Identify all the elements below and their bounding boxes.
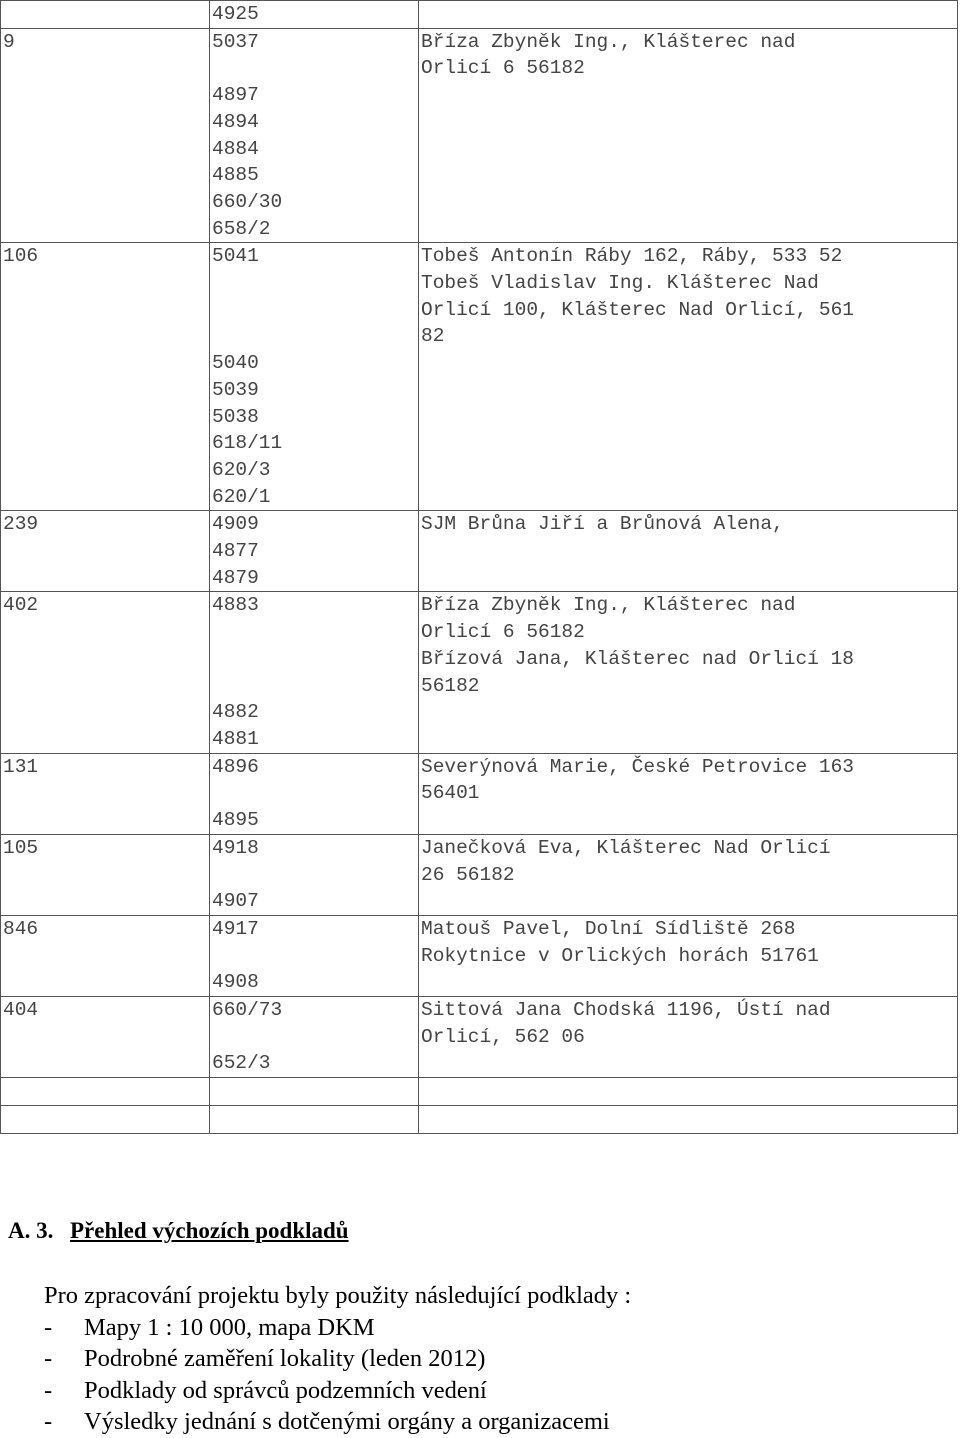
list-dash: - [44,1313,53,1341]
owner-cell: Břízová Jana, Klášterec nad Orlicí 18 [419,646,958,673]
list-item-text: Podklady od správců podzemních vedení [84,1376,487,1404]
owner-cell [419,404,958,431]
owner-number-cell [1,404,210,431]
owner-number-cell [1,109,210,136]
parcel-cell: 4907 [210,888,419,915]
owner-cell: Orlicí 6 56182 [419,55,958,82]
owner-cell: Orlicí 100, Klášterec Nad Orlicí, 561 [419,297,958,324]
table-row [1,297,958,324]
owner-cell: Sittová Jana Chodská 1196, Ústí nad [419,997,958,1024]
owner-number-cell [1,699,210,726]
owner-number-cell [1,350,210,377]
parcel-cell: 652/3 [210,1050,419,1077]
parcel-cell: 4881 [210,726,419,753]
owner-cell: Tobeš Antonín Ráby 162, Ráby, 533 52 [419,243,958,270]
table-row [1,646,958,673]
owner-number-cell [1,565,210,592]
table-row [1,592,958,619]
table-row [1,673,958,700]
table-row [1,1024,958,1051]
owner-number-cell [1,430,210,457]
owner-cell [419,699,958,726]
owner-cell [419,538,958,565]
parcel-cell: 620/1 [210,484,419,511]
owner-number-cell: 131 [1,753,210,780]
parcel-cell: 4925 [210,1,419,29]
table-row [1,162,958,189]
owner-number-cell [1,619,210,646]
list-dash: - [44,1376,53,1404]
table-row [1,538,958,565]
list-item-text: Mapy 1 : 10 000, mapa DKM [84,1313,375,1341]
owner-cell [419,377,958,404]
owner-number-cell: 106 [1,243,210,270]
parcel-cell: 5039 [210,377,419,404]
table-row [1,753,958,780]
owner-number-cell [1,270,210,297]
table-row-blank [1,1078,958,1106]
list-item [44,1406,631,1438]
owner-cell: Bříza Zbyněk Ing., Klášterec nad [419,592,958,619]
list-dash: - [44,1345,53,1372]
owner-cell [419,969,958,996]
owner-number-cell [1,162,210,189]
parcel-cell: 658/2 [210,216,419,243]
owner-cell [419,1,958,29]
owner-number-cell: 105 [1,834,210,861]
parcel-cell [210,780,419,807]
table-row [1,834,958,861]
table-row [1,430,958,457]
owner-cell [419,82,958,109]
sources-paragraph [44,1280,631,1438]
owner-number-cell [1,377,210,404]
owner-cell: Rokytnice v Orlických horách 51761 [419,943,958,970]
table-row [1,780,958,807]
owner-number-cell [1,216,210,243]
table-row [1,888,958,915]
owner-cell [419,109,958,136]
owner-number-cell [1,969,210,996]
owner-number-cell [1,726,210,753]
owner-number-cell [1,673,210,700]
table-row [1,969,958,996]
owner-number-cell: 402 [1,592,210,619]
table-row [1,216,958,243]
owner-number-cell [1,82,210,109]
owner-number-cell [1,1,210,29]
table-row [1,109,958,136]
owner-number-cell [1,1024,210,1051]
owner-cell: 26 56182 [419,862,958,889]
owner-number-cell [1,1050,210,1077]
table-row [1,862,958,889]
table-row [1,619,958,646]
owner-cell: 56401 [419,780,958,807]
owner-number-cell: 239 [1,511,210,538]
table-row [1,565,958,592]
owner-number-cell: 846 [1,915,210,942]
sources-list [44,1312,631,1438]
table-row [1,726,958,753]
list-item [44,1343,631,1375]
owner-cell: Severýnová Marie, České Petrovice 163 [419,753,958,780]
table-row [1,484,958,511]
owner-cell: SJM Brůna Jiří a Brůnová Alena, [419,511,958,538]
parcel-cell: 4885 [210,162,419,189]
owner-number-cell [1,888,210,915]
owner-number-cell [1,189,210,216]
table-row [1,28,958,55]
section-heading [8,1218,349,1244]
owner-number-cell: 404 [1,997,210,1024]
owner-number-cell [1,484,210,511]
owner-cell [419,484,958,511]
owner-number-cell [1,55,210,82]
table-row [1,350,958,377]
parcel-cell [210,646,419,673]
parcel-cell [210,862,419,889]
table-row-blank [1,1106,958,1134]
parcel-cell: 4897 [210,82,419,109]
owner-number-cell [1,538,210,565]
parcel-cell: 5037 [210,28,419,55]
owner-number-cell [1,297,210,324]
parcel-cell: 4917 [210,915,419,942]
table-row [1,915,958,942]
parcel-cell: 4882 [210,699,419,726]
table-row [1,243,958,270]
table-row [1,1050,958,1077]
table-row [1,323,958,350]
parcel-cell [210,297,419,324]
owner-number-cell [1,136,210,163]
owner-cell: 82 [419,323,958,350]
owner-cell [419,565,958,592]
parcel-cell: 4909 [210,511,419,538]
parcel-cell: 4894 [210,109,419,136]
list-item [44,1312,631,1344]
owner-cell [419,807,958,834]
parcel-cell [210,1024,419,1051]
owner-cell: 56182 [419,673,958,700]
table-row [1,943,958,970]
owner-number-cell [1,807,210,834]
parcel-cell: 4879 [210,565,419,592]
parcel-cell [210,55,419,82]
owner-cell [419,888,958,915]
owner-cell [419,457,958,484]
parcel-cell: 4884 [210,136,419,163]
parcel-cell [210,943,419,970]
owner-number-cell [1,457,210,484]
table-row [1,807,958,834]
list-item [44,1375,631,1407]
parcel-cell: 4918 [210,834,419,861]
parcel-cell: 4908 [210,969,419,996]
owner-cell: Orlicí, 562 06 [419,1024,958,1051]
table-row [1,270,958,297]
table-row [1,997,958,1024]
owner-number-cell [1,323,210,350]
owner-cell [419,1050,958,1077]
list-dash: - [44,1408,53,1435]
sources-intro: Pro zpracování projektu byly použity následující podklady : [44,1282,632,1309]
section-title: Přehled výchozích podkladů [70,1218,349,1243]
parcel-cell: 4896 [210,753,419,780]
table-row [1,511,958,538]
parcel-cell: 5040 [210,350,419,377]
parcel-cell: 5038 [210,404,419,431]
owner-number-cell [1,780,210,807]
owner-cell: Bříza Zbyněk Ing., Klášterec nad [419,28,958,55]
owner-number-cell [1,862,210,889]
owner-cell [419,726,958,753]
owner-cell [419,350,958,377]
parcel-cell: 5041 [210,243,419,270]
parcel-cell [210,270,419,297]
list-item-text: Výsledky jednání s dotčenými orgány a organizacemi [84,1408,610,1435]
parcel-cell: 620/3 [210,457,419,484]
parcel-cell [210,673,419,700]
section-number: A. 3. [8,1218,54,1243]
parcel-cell: 660/30 [210,189,419,216]
table-row [1,136,958,163]
owner-cell [419,216,958,243]
table-row [1,699,958,726]
parcel-cell [210,619,419,646]
table-row [1,377,958,404]
owner-cell [419,189,958,216]
table-row [1,404,958,431]
table-row [1,55,958,82]
list-item-text: Podrobné zaměření lokality (leden 2012) [84,1345,486,1372]
parcel-cell: 4883 [210,592,419,619]
owner-number-cell [1,943,210,970]
owner-cell [419,162,958,189]
owner-cell: Janečková Eva, Klášterec Nad Orlicí [419,834,958,861]
table-row [1,82,958,109]
owner-number-cell [1,646,210,673]
table-row [1,1,958,29]
owner-cell: Tobeš Vladislav Ing. Klášterec Nad [419,270,958,297]
owner-cell: Orlicí 6 56182 [419,619,958,646]
parcel-cell [210,323,419,350]
parcel-cell: 618/11 [210,430,419,457]
parcel-cell: 4895 [210,807,419,834]
owner-cell [419,136,958,163]
owner-number-cell: 9 [1,28,210,55]
owner-cell: Matouš Pavel, Dolní Sídliště 268 [419,915,958,942]
table-row [1,457,958,484]
parcel-cell: 4877 [210,538,419,565]
table-row [1,189,958,216]
owner-cell [419,430,958,457]
parcel-cell: 660/73 [210,997,419,1024]
